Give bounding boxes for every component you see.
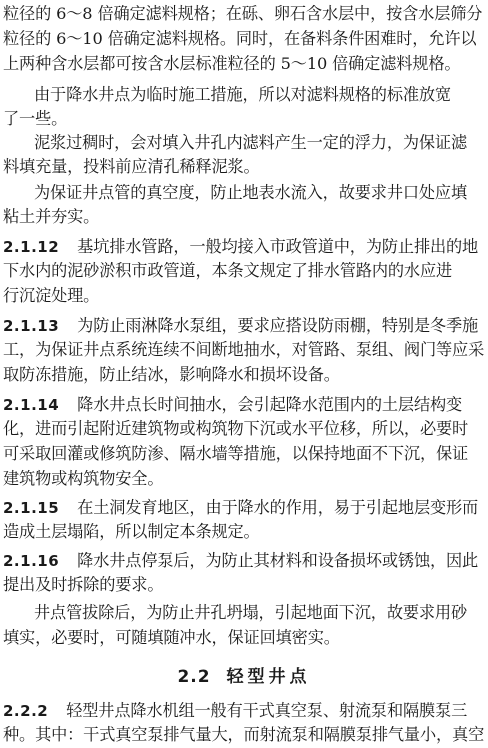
text-line <box>0 519 488 545</box>
text-line <box>0 106 488 132</box>
section-title: 轻型井点 <box>226 667 311 687</box>
clause-number: 2.1.14 <box>3 396 60 414</box>
section-heading <box>0 664 488 690</box>
text-line <box>0 154 488 180</box>
clause-line <box>0 392 488 418</box>
text-content: 可采取回灌或修筑防渗、隔水墙等措施，以保持地面不下沉，保证 <box>3 444 469 463</box>
text-content: 降水井点长时间抽水，会引起降水范围内的土层结构变 <box>77 395 463 414</box>
text-content: 泥浆过稠时，会对填入井孔内滤料产生一定的浮力，为保证滤 <box>34 133 468 152</box>
text-content: 为防止雨淋降水泵组，要求应搭设防雨棚，特别是冬季施 <box>77 316 479 335</box>
text-line <box>0 1 488 27</box>
text-line <box>0 625 488 651</box>
text-line <box>0 441 488 467</box>
text-content: 了一些。 <box>3 109 68 128</box>
text-content: 基坑排水管路，一般均接入市政管道中，为防止排出的地 <box>77 237 479 256</box>
clause-line <box>0 234 488 260</box>
text-content: 下水内的泥砂淤积市政管道，本条文规定了排水管路内的水应进 <box>3 261 453 280</box>
text-line <box>0 572 488 598</box>
text-line <box>0 51 488 77</box>
clause-number: 2.1.12 <box>3 238 60 256</box>
clause-number: 2.2.2 <box>3 702 49 720</box>
text-content: 行沉淀处理。 <box>3 286 100 305</box>
paragraph-first-line <box>0 180 488 206</box>
text-content: 粒径的 6～8 倍确定滤料规格；在砾、卵石含水层中，按含水层筛分 <box>3 4 483 23</box>
text-content: 由于降水井点为临时施工措施，所以对滤料规格的标准放宽 <box>34 85 451 104</box>
text-content: 工，为保证井点系统连续不间断地抽水，对管路、泵组、阀门等应采 <box>3 340 485 359</box>
text-line <box>0 337 488 363</box>
text-content: 提出及时拆除的要求。 <box>3 575 164 594</box>
clause-line <box>0 548 488 574</box>
text-content: 降水井点停泵后，为防止其材料和设备损坏或锈蚀，因此 <box>77 551 479 570</box>
text-line <box>0 258 488 284</box>
paragraph-first-line <box>0 82 488 108</box>
paragraph-first-line <box>0 130 488 156</box>
text-line <box>0 722 488 748</box>
clause-number: 2.1.15 <box>3 499 60 517</box>
text-content: 在土洞发育地区，由于降水的作用，易于引起地层变形而 <box>77 498 479 517</box>
clause-number: 2.1.16 <box>3 552 60 570</box>
text-line <box>0 283 488 309</box>
text-content: 造成土层塌陷，所以制定本条规定。 <box>3 522 260 541</box>
text-content: 粘土并夯实。 <box>3 207 100 226</box>
section-number: 2.2 <box>177 667 211 687</box>
text-content: 料填充量，投料前应清孔稀释泥浆。 <box>3 157 260 176</box>
text-content: 化，进而引起附近建筑物或构筑物下沉或水平位移，所以，必要时 <box>3 419 469 438</box>
clause-line <box>0 698 488 724</box>
text-content: 粒径的 6～10 倍确定滤料规格。同时，在备料条件困难时，允许以 <box>3 29 477 48</box>
text-content: 取防冻措施，防止结冰，影响降水和损坏设备。 <box>3 365 340 384</box>
text-line <box>0 204 488 230</box>
clause-number: 2.1.13 <box>3 317 60 335</box>
paragraph-first-line <box>0 600 488 626</box>
text-content: 上两种含水层都可按含水层标准粒径的 5～10 倍确定滤料规格。 <box>3 54 461 73</box>
text-content: 为保证井点管的真空度，防止地表水流入，故要求井口处应填 <box>34 183 468 202</box>
text-line <box>0 26 488 52</box>
text-content: 井点管拔除后，为防止井孔坍塌，引起地面下沉，故要求用砂 <box>34 603 468 622</box>
clause-line <box>0 495 488 521</box>
clause-line <box>0 313 488 339</box>
text-content: 填实，必要时，可随填随冲水，保证回填密实。 <box>3 628 340 647</box>
text-line <box>0 416 488 442</box>
text-line <box>0 466 488 492</box>
text-content: 轻型井点降水机组一般有干式真空泵、射流泵和隔膜泵三 <box>66 701 468 720</box>
text-content: 建筑物或构筑物安全。 <box>3 469 164 488</box>
text-content: 种。其中：干式真空泵排气量大，而射流泵和隔膜泵排气量小，真空 <box>3 725 485 744</box>
text-line <box>0 362 488 388</box>
